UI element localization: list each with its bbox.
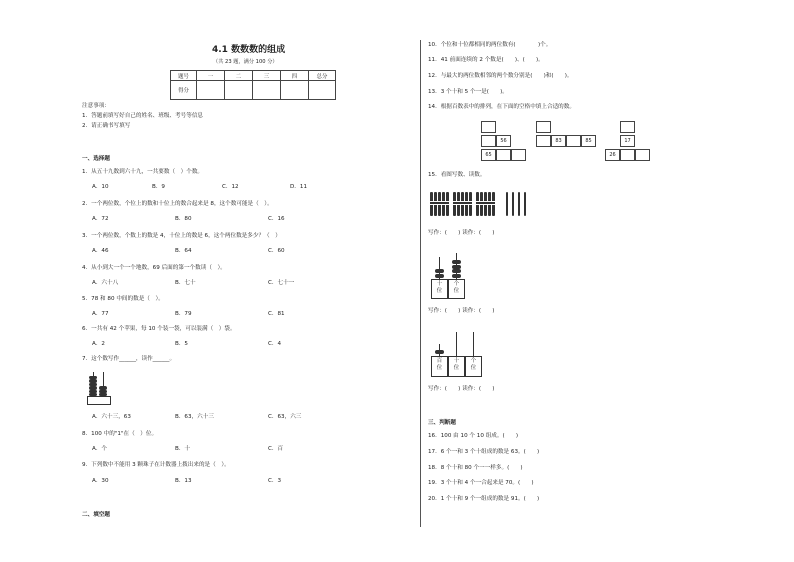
grid-number: 17: [620, 135, 635, 147]
option-c[interactable]: C．60: [268, 248, 285, 254]
option-c[interactable]: C．3: [268, 478, 282, 484]
question-stem: 14．根据百数表中的排列，在下面的空格中填上合适的数。: [428, 104, 575, 110]
question-stem: 10．个位和十位都相同的两位数有( )个。: [428, 42, 552, 48]
option-b[interactable]: B．79: [175, 311, 192, 317]
score-header-cell: 题号: [171, 71, 197, 81]
abacus-bead: [435, 274, 444, 278]
option-b[interactable]: B．9: [152, 184, 165, 190]
option-c[interactable]: C．12: [222, 184, 239, 190]
option-a[interactable]: A．30: [92, 478, 109, 484]
question-stem: 4．从小到大一个一个地数，69 后面的第一个数读（ ）。: [82, 265, 226, 271]
grid-blank[interactable]: [511, 149, 526, 161]
question-stem: 17．6 个一和 3 个十组成的数是 63。( ): [428, 449, 540, 455]
abacus-bead: [435, 350, 444, 354]
bundle-graphic: [476, 190, 496, 218]
page-subtitle: （共 23 题，满分 100 分）: [213, 59, 278, 65]
abacus-bead: [452, 269, 461, 273]
abacus-bead: [452, 274, 461, 278]
grid-number: 83: [551, 135, 566, 147]
write-read-prompt[interactable]: 写作：( ) 读作：( ): [428, 308, 495, 314]
grid-number: 26: [605, 149, 620, 161]
score-header-cell: 四: [281, 71, 309, 81]
abacus-label: 个位: [448, 279, 465, 299]
grid-blank[interactable]: [536, 121, 551, 133]
notes-title: 注意事项：: [82, 103, 110, 109]
question-stem: 11．41 前面连续的 2 个数是( )、( )。: [428, 57, 544, 63]
grid-blank[interactable]: [635, 149, 650, 161]
abacus-rod: [473, 332, 474, 356]
single-stick: [506, 192, 508, 216]
question-stem: 7．这个数写作______，读作______。: [82, 356, 176, 362]
q7-abacus: [87, 372, 111, 406]
question-stem: 9．下列数中不能用 3 颗珠子在计数器上拨出来的是（ ）。: [82, 462, 230, 468]
bundle-graphic: [430, 190, 450, 218]
score-header-cell: 二: [225, 71, 253, 81]
abacus-base: [87, 396, 111, 405]
abacus-bead: [435, 269, 444, 273]
question-stem: 20．1 个十和 9 个一组成的数是 91。( ): [428, 496, 540, 502]
question-stem: 18．8 个十和 80 个一一样多。( ): [428, 465, 523, 471]
option-a[interactable]: A．个: [92, 446, 108, 452]
option-a[interactable]: A．10: [92, 184, 109, 190]
page-title: 4.1 数数数的组成: [212, 45, 286, 55]
score-input-cell[interactable]: [309, 81, 336, 100]
score-input-cell[interactable]: [225, 81, 253, 100]
abacus-bead: [452, 265, 461, 269]
option-a[interactable]: A．六十八: [92, 280, 119, 286]
grid-blank[interactable]: [481, 121, 496, 133]
option-d[interactable]: D．11: [290, 184, 308, 190]
abacus-bead: [452, 260, 461, 264]
write-read-prompt[interactable]: 写作：( ) 读作：( ): [428, 230, 495, 236]
question-stem: 13．3 个十和 5 个一是( )。: [428, 89, 508, 95]
option-b[interactable]: B．63，六十三: [175, 414, 214, 420]
question-stem: 5．78 和 80 中间的数是（ ）。: [82, 296, 164, 302]
score-input-cell[interactable]: [281, 81, 309, 100]
section-heading: 三、判断题: [428, 420, 456, 426]
score-input-cell[interactable]: [253, 81, 281, 100]
option-b[interactable]: B．七十: [175, 280, 196, 286]
abacus-label: 百位: [431, 356, 448, 377]
grid-blank[interactable]: [496, 149, 511, 161]
abacus-label: 十位: [448, 356, 465, 377]
question-stem: 16．100 由 10 个 10 组成。( ): [428, 433, 519, 439]
question-stem: 15．看图写数、读数。: [428, 172, 486, 178]
option-b[interactable]: B．80: [175, 216, 192, 222]
option-b[interactable]: B．13: [175, 478, 192, 484]
option-c[interactable]: C．4: [268, 341, 282, 347]
option-a[interactable]: A．77: [92, 311, 109, 317]
grid-blank[interactable]: [566, 135, 581, 147]
option-b[interactable]: B．5: [175, 341, 188, 347]
option-c[interactable]: C．81: [268, 311, 285, 317]
section-heading: 二、填空题: [82, 512, 110, 518]
score-header-cell: 三: [253, 71, 281, 81]
question-stem: 12．与最大的两位数相邻的两个数分别是( )和( )。: [428, 73, 573, 79]
question-stem: 19．3 个十和 4 个一合起来是 70。( ): [428, 480, 534, 486]
stick-bundle: [453, 190, 473, 218]
score-label-cell: 得分: [171, 81, 197, 100]
score-header-cell: 一: [197, 71, 225, 81]
option-c[interactable]: C．16: [268, 216, 285, 222]
option-b[interactable]: B．十: [175, 446, 191, 452]
section-heading: 一、选择题: [82, 156, 110, 162]
grid-blank[interactable]: [481, 135, 496, 147]
question-stem: 3．一个两位数，个数上的数是 4，十位上的数是 6，这个两位数是多少？（ ）: [82, 233, 281, 239]
question-stem: 1．从五十九数到六十九，一共要数（ ）个数。: [82, 169, 204, 175]
stick-bundle: [430, 190, 450, 218]
abacus-rod: [456, 332, 457, 356]
question-stem: 6．一共有 42 个苹果，每 10 个装一袋，可以装满（ ）袋。: [82, 326, 236, 332]
option-c[interactable]: C．百: [268, 446, 284, 452]
stick-bundle: [476, 190, 496, 218]
write-read-prompt[interactable]: 写作：( ) 读作：( ): [428, 386, 495, 392]
single-stick: [524, 192, 526, 216]
question-stem: 8．100 中的"1"在（ ）位。: [82, 431, 158, 437]
grid-number: 85: [581, 135, 596, 147]
option-c[interactable]: C．63，六三: [268, 414, 302, 420]
score-table: [170, 70, 336, 100]
grid-number: 56: [496, 135, 511, 147]
option-a[interactable]: A．六十三，63: [92, 414, 131, 420]
notes-item: 1．答题前填写好自己的姓名、班级、考号等信息: [82, 113, 204, 119]
grid-number: 65: [481, 149, 496, 161]
bundle-graphic: [453, 190, 473, 218]
grid-blank[interactable]: [536, 135, 551, 147]
question-stem: 2．一个两位数，个位上的数和十位上的数合起来是 8，这个数可能是（ ）。: [82, 201, 273, 207]
abacus-hundreds-tens-ones: [431, 332, 482, 380]
single-stick: [518, 192, 520, 216]
option-c[interactable]: C．七十一: [268, 280, 295, 286]
column-divider: [420, 40, 421, 527]
score-input-cell[interactable]: [197, 81, 225, 100]
option-a[interactable]: A．2: [92, 341, 105, 347]
grid-blank[interactable]: [620, 149, 635, 161]
option-a[interactable]: A．46: [92, 248, 109, 254]
grid-blank[interactable]: [620, 121, 635, 133]
abacus-label: 十位: [431, 279, 448, 299]
score-header-cell: 总分: [309, 71, 336, 81]
single-stick: [512, 192, 514, 216]
option-b[interactable]: B．64: [175, 248, 192, 254]
abacus-tens-ones: [431, 253, 465, 299]
option-a[interactable]: A．72: [92, 216, 109, 222]
notes-item: 2．请正确书写填写: [82, 123, 131, 129]
abacus-label: 个位: [465, 356, 482, 377]
